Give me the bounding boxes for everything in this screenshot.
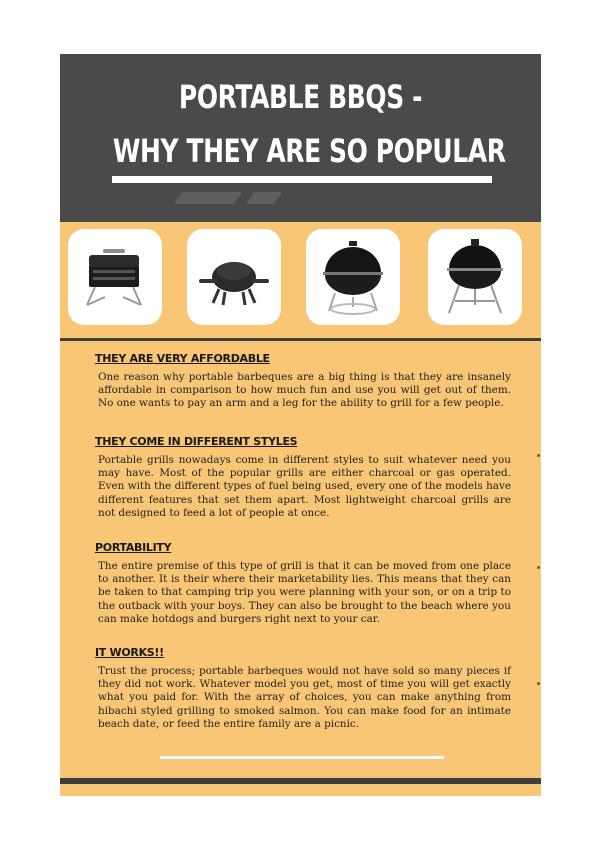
footer-bar [60,778,541,784]
section-styles [95,435,515,520]
edge-dot [537,454,540,457]
title-line-1: PORTABLE BBQS - [178,78,423,116]
edge-dot [537,682,540,685]
section-body: Portable grills nowadays come in different styles to suit whatever need you may have. Most of the popular grills are either charcoal or gas operated. Even with the different types of fuel being used, every one of the models have different features that set them apart. Most lightweight charcoal grills are not designed to feed a lot of people at once. [98,454,511,519]
grill-gallery [60,229,541,329]
section-body: Trust the process; portable barbeques would not have sold so many pieces if they did not work. Whatever model you get, most of time you will get exactly what you paid for. With the array of choices, you can make anything from hibachi styled grilling to smoked salmon. You can make food for an intimate beach date, or feed the entire family are a picnic. [98,665,511,730]
section-affordable [95,352,515,411]
section-it-works [95,646,515,731]
section-heading: THEY COME IN DIFFERENT STYLES [95,435,298,448]
tripod-kettle-grill-icon [435,235,515,319]
section-portability [95,541,515,626]
section-body: One reason why portable barbeques are a big thing is that they are insanely affordable in comparison to how much fun and use you will get out of them. No one wants to pay an arm and a leg for the ability to grill for a few people. [98,371,511,410]
title-line-2: WHY THEY ARE SO POPULAR [112,132,506,170]
edge-dot [537,566,540,569]
section-heading: THEY ARE VERY AFFORDABLE [95,352,270,365]
gas-portable-grill-icon [191,237,277,317]
section-body: The entire premise of this type of grill is that it can be moved from one place to another. It is their where their marketability lies. This means that they can be taken to that camping trip you were planning with your son, or on a trip to the outback with your boys. They can also be brought to the beach where you can make hotdogs and burgers right next to your car. [98,560,511,625]
section-divider [60,338,541,341]
poster [60,54,541,796]
kettle-grill-icon [313,235,393,319]
section-heading: PORTABILITY [95,541,172,554]
title-underline [112,176,492,183]
grill-card [428,229,522,325]
tabletop-box-grill-icon [75,237,155,317]
band-stripe [174,192,242,204]
header-band [60,188,541,222]
grill-card [187,229,281,325]
section-heading: IT WORKS!! [95,646,164,659]
bottom-rule [160,756,444,759]
grill-card [306,229,400,325]
grill-card [68,229,162,325]
